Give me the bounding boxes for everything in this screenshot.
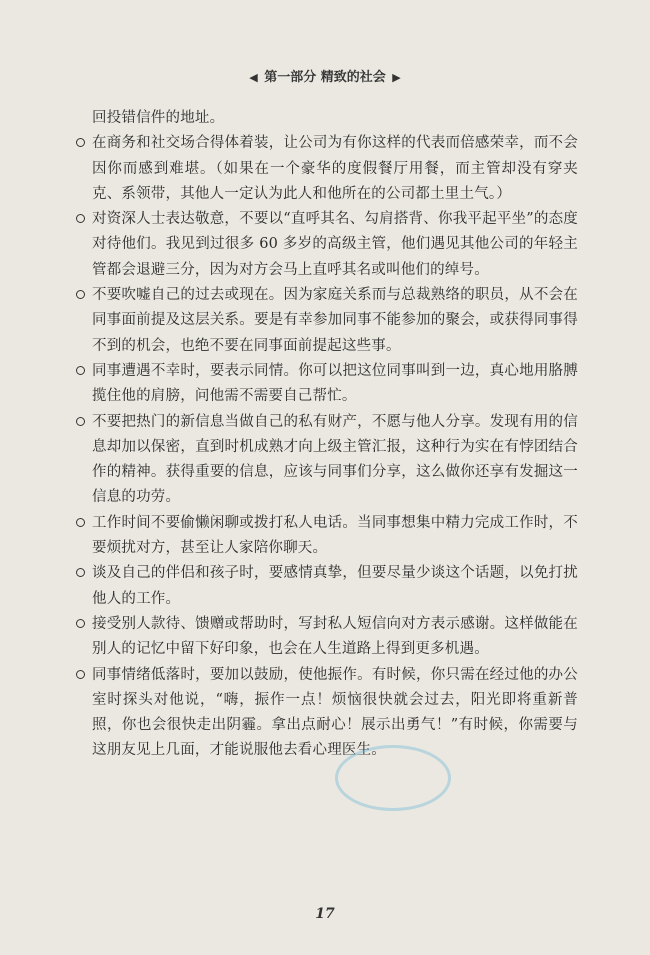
circle-bullet-icon (76, 518, 85, 527)
paragraph-text: 在商务和社交场合得体着装，让公司为有你这样的代表而倍感荣幸，而不会因你而感到难堪。（如果在一个豪华的度假餐厅用餐，而主管却没有穿夹克、系领带，其他人一定认为此人和他所在的公司都土里土气。） (92, 135, 578, 202)
circle-bullet-icon (76, 670, 85, 679)
bullet-paragraph (78, 511, 578, 562)
watermark-ring-icon (335, 745, 451, 811)
paragraph-text: 不要吹嘘自己的过去或现在。因为家庭关系而与总裁熟络的职员，从不会在同事面前提及这层关系。要是有幸参加同事不能参加的聚会，或获得同事得不到的机会，也绝不要在同事面前提起这些事。 (92, 287, 578, 354)
paragraph-text: 谈及自己的伴侣和孩子时，要感情真挚，但要尽量少谈这个话题，以免打扰他人的工作。 (92, 565, 578, 607)
circle-bullet-icon (76, 214, 85, 223)
circle-bullet-icon (76, 138, 85, 147)
bullet-paragraph (78, 561, 578, 612)
circle-bullet-icon (76, 568, 85, 577)
paragraph-text: 回投错信件的地址。 (92, 110, 225, 126)
watermark-logo (335, 745, 565, 815)
bullet-paragraph (78, 207, 578, 283)
paragraph-text: 接受别人款待、馈赠或帮助时，写封私人短信向对方表示感谢。这样做能在别人的记忆中留下好印象，也会在人生道路上得到更多机遇。 (92, 615, 578, 658)
bullet-paragraph (78, 359, 578, 410)
running-header (0, 66, 650, 85)
left-triangle-icon: ◀ (249, 71, 258, 84)
paragraph-text: 不要把热门的新信息当做自己的私有财产，不愿与他人分享。发现有用的信息却加以保密，直到时机成熟才向上级主管汇报，这种行为实在有悖团结合作的精神。获得重要的信息，应该与同事们分享，这么做你还享有发掘这一信息的功劳。 (92, 413, 578, 506)
circle-bullet-icon (76, 619, 85, 628)
section-title: 第一部分 精致的社会 (264, 70, 386, 85)
page-number: 17 (315, 906, 335, 922)
paragraph (78, 106, 578, 131)
circle-bullet-icon (76, 366, 85, 375)
paragraph-text: 工作时间不要偷懒闲聊或拨打私人电话。当同事想集中精力完成工作时，不要烦扰对方，甚至让人家陪你聊天。 (92, 514, 578, 557)
paragraph-text: 对资深人士表达敬意，不要以“直呼其名、勾肩搭背、你我平起平坐”的态度对待他们。我见到过很多 60 多岁的高级主管，他们遇见其他公司的年轻主管都会退避三分，因为对方会马上直呼其名或叫他们的绰号。 (92, 211, 578, 278)
bullet-paragraph (78, 283, 578, 359)
circle-bullet-icon (76, 417, 85, 426)
bullet-paragraph (78, 131, 578, 207)
bullet-paragraph (78, 612, 578, 663)
bullet-paragraph (78, 410, 578, 511)
circle-bullet-icon (76, 290, 85, 299)
paragraph-text: 同事情绪低落时，要加以鼓励，使他振作。有时候，你只需在经过他的办公室时探头对他说，“嗨，振作一点！烦恼很快就会过去，阳光即将重新普照，你也会很快走出阴霾。拿出点耐心！展示出勇气！”有时候，你需要与这朋友见上几面，才能说服他去看心理医生。 (92, 666, 578, 759)
paragraph-text: 同事遭遇不幸时，要表示同情。你可以把这位同事叫到一边，真心地用胳膊揽住他的肩膀，问他需不需要自己帮忙。 (92, 362, 578, 405)
right-triangle-icon: ▶ (392, 71, 401, 84)
body-text (78, 106, 578, 764)
